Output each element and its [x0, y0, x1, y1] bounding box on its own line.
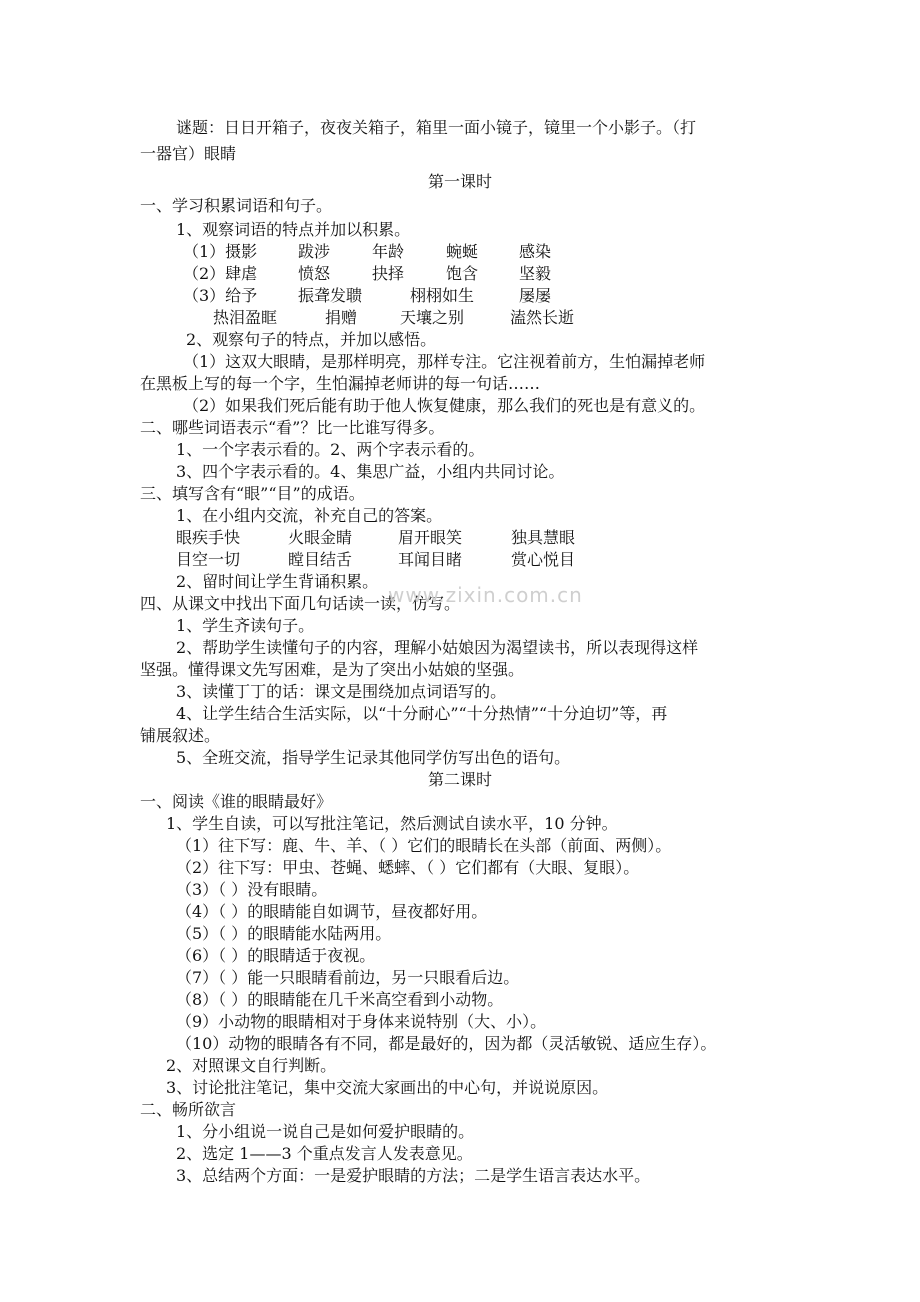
vocab-row-3: [0, 285, 920, 307]
vocab-word: 蜿蜒: [446, 242, 479, 261]
section-2-line-1: 1、一个字表示看的。2、两个字表示看的。: [176, 440, 485, 459]
quiz-item-5: （5）（ ）的眼睛能水陆两用。: [176, 924, 392, 943]
quiz-item-6: （6）（ ）的眼睛适于夜视。: [176, 946, 376, 965]
idiom: 眼疾手快: [176, 528, 241, 547]
vocab-word: 坚毅: [519, 264, 552, 283]
vocab-word: 抉择: [372, 264, 405, 283]
section-4-point-4-line-2: 铺展叙述。: [140, 726, 221, 745]
idiom: 赏心悦目: [511, 550, 576, 569]
vocab-word: 感染: [519, 242, 552, 261]
vocab-word: 振聋发聩: [298, 286, 363, 305]
vocab-row-2: [0, 263, 920, 285]
vocab-word: （2）肆虐: [183, 264, 258, 283]
vocab-word: 跋涉: [298, 242, 331, 261]
riddle-line-1: 谜题：日日开箱子，夜夜关箱子，箱里一面小镜子，镜里一个小影子。（打: [176, 118, 697, 137]
vocab-word: 捐赠: [325, 308, 358, 327]
idiom: 耳闻目睹: [398, 550, 463, 569]
vocab-word: 饱含: [446, 264, 479, 283]
quiz-item-9: （9）小动物的眼睛相对于身体来说特别（大、小）。: [176, 1012, 547, 1031]
idiom: 瞠目结舌: [288, 550, 353, 569]
reading-heading: 一、阅读《谁的眼睛最好》: [140, 792, 333, 811]
vocab-word: 天壤之别: [400, 308, 465, 327]
vocab-word: 年龄: [372, 242, 405, 261]
vocab-word: 愤怒: [298, 264, 331, 283]
section-4-heading: 四、从课文中找出下面几句话读一读，仿写。: [140, 594, 461, 613]
sentence-1-line-1: （1）这双大眼睛，是那样明亮，那样专注。它注视着前方，生怕漏掉老师: [183, 352, 706, 371]
vocab-word: 溘然长逝: [510, 308, 575, 327]
quiz-item-2: （2）往下写：甲虫、苍蝇、蟋蟀、（ ）它们都有（大眼、复眼）。: [176, 858, 640, 877]
lesson-2-title: 第二课时: [427, 770, 492, 789]
discussion-point-1: 1、分小组说一说自己是如何爱护眼睛的。: [176, 1122, 475, 1141]
idiom: 目空一切: [176, 550, 241, 569]
section-3-point-1: 1、在小组内交流，补充自己的答案。: [176, 506, 443, 525]
section-3-point-2: 2、留时间让学生背诵积累。: [176, 572, 379, 591]
quiz-item-8: （8）（ ）的眼睛能在几千米高空看到小动物。: [176, 990, 504, 1009]
idiom-row-2: [0, 549, 920, 571]
discussion-point-2: 2、选定 1——3 个重点发言人发表意见。: [176, 1144, 473, 1163]
vocab-word: （1）摄影: [183, 242, 258, 261]
vocab-word: 屡屡: [519, 286, 552, 305]
watermark: www.zixin.com.cn: [388, 583, 583, 607]
idiom: 独具慧眼: [511, 528, 576, 547]
section-4-point-2-line-1: 2、帮助学生读懂句子的内容，理解小姑娘因为渴望读书，所以表现得这样: [176, 638, 699, 657]
idiom-row-1: [0, 527, 920, 549]
sentence-1-line-2: 在黑板上写的每一个字，生怕漏掉老师讲的每一句话……: [140, 374, 541, 393]
discussion-point-3: 3、总结两个方面：一是爱护眼睛的方法；二是学生语言表达水平。: [176, 1166, 651, 1185]
quiz-item-7: （7）（ ）能一只眼睛看前边，另一只眼看后边。: [176, 968, 520, 987]
vocab-row-1: [0, 241, 920, 263]
reading-point-3: 3、讨论批注笔记，集中交流大家画出的中心句，并说说原因。: [166, 1078, 609, 1097]
section-2-heading: 二、哪些词语表示“看”？比一比谁写得多。: [140, 418, 445, 437]
section-4-point-2-line-2: 坚强。懂得课文先写困难，是为了突出小姑娘的坚强。: [140, 660, 525, 679]
section-2-line-2: 3、四个字表示看的。4、集思广益，小组内共同讨论。: [176, 462, 565, 481]
vocab-word: 栩栩如生: [410, 286, 475, 305]
section-1-heading: 一、学习积累词语和句子。: [140, 196, 333, 215]
discussion-heading: 二、畅所欲言: [140, 1100, 237, 1119]
vocab-row-4: [0, 307, 920, 329]
quiz-item-4: （4）（ ）的眼睛能自如调节，昼夜都好用。: [176, 902, 488, 921]
section-4-point-1: 1、学生齐读句子。: [176, 616, 315, 635]
section-3-heading: 三、填写含有“眼”“目”的成语。: [140, 484, 365, 503]
vocab-word: 热泪盈眶: [213, 308, 278, 327]
idiom: 火眼金睛: [288, 528, 353, 547]
lesson-1-title: 第一课时: [427, 172, 492, 191]
reading-point-2: 2、对照课文自行判断。: [166, 1056, 337, 1075]
section-1-point-2: 2、观察句子的特点，并加以感悟。: [186, 330, 437, 349]
riddle-line-2: 一器官）眼睛: [140, 144, 237, 163]
sentence-2: （2）如果我们死后能有助于他人恢复健康，那么我们的死也是有意义的。: [183, 396, 706, 415]
idiom: 眉开眼笑: [398, 528, 463, 547]
section-4-point-4-line-1: 4、让学生结合生活实际，以“十分耐心”“十分热情”“十分迫切”等，再: [176, 704, 668, 723]
quiz-item-3: （3）（ ）没有眼睛。: [176, 880, 328, 899]
quiz-item-10: （10）动物的眼睛各有不同，都是最好的，因为都（灵活敏锐、适应生存）。: [176, 1034, 717, 1053]
vocab-word: （3）给予: [183, 286, 258, 305]
section-4-point-3: 3、读懂丁丁的话：课文是围绕加点词语写的。: [176, 682, 507, 701]
section-1-point-1: 1、观察词语的特点并加以积累。: [176, 220, 411, 239]
section-4-point-5: 5、全班交流，指导学生记录其他同学仿写出色的语句。: [176, 748, 571, 767]
quiz-item-1: （1）往下写：鹿、牛、羊、（ ）它们的眼睛长在头部（前面、两侧）。: [176, 836, 672, 855]
reading-point-1: 1、学生自读，可以写批注笔记，然后测试自读水平，10 分钟。: [166, 814, 618, 833]
